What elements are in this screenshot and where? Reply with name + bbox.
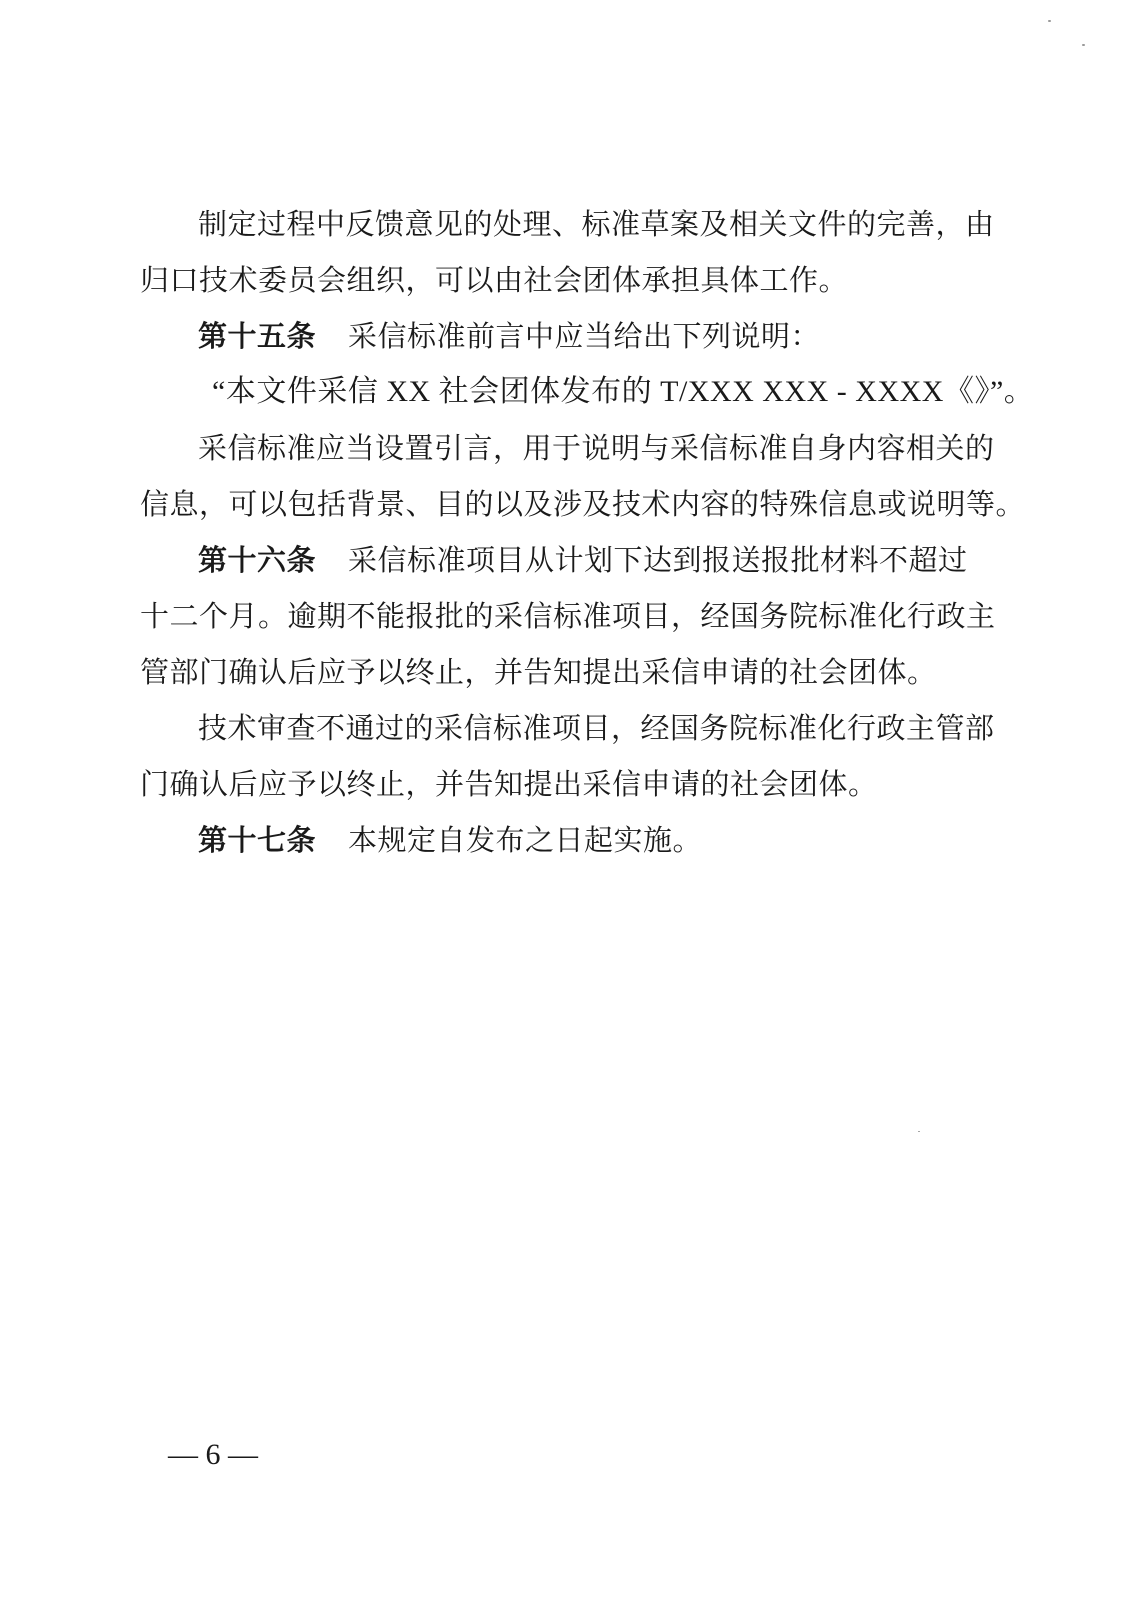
article-17 (140, 812, 990, 868)
text-line: 管部门确认后应予以终止，并告知提出采信申请的社会团体。 (140, 655, 937, 689)
paragraph-technical-review (140, 700, 995, 812)
scan-speck (1082, 44, 1085, 46)
quoted-statement (140, 364, 1035, 420)
text-line: “本文件采信 XX 社会团体发布的 T/XXX XXX - XXXX《》”。 (212, 375, 1035, 408)
article-text: 采信标准前言中应当给出下列说明： (348, 319, 821, 353)
article-15 (140, 308, 990, 364)
paragraph-continuation (140, 196, 995, 308)
text-line: 门确认后应予以终止，并告知提出采信申请的社会团体。 (140, 767, 878, 801)
text-line: 采信标准应当设置引言，用于说明与采信标准自身内容相关的 (198, 431, 995, 465)
text-line: 信息，可以包括背景、目的以及涉及技术内容的特殊信息或说明等。 (140, 487, 1026, 521)
scan-speck (918, 1131, 920, 1132)
text-line (140, 308, 990, 364)
article-heading: 第十五条 (198, 319, 317, 353)
text-line: 制定过程中反馈意见的处理、标准草案及相关文件的完善，由 (198, 207, 995, 241)
text-line: 十二个月。逾期不能报批的采信标准项目，经国务院标准化行政主 (140, 599, 996, 633)
scan-speck (1048, 20, 1051, 22)
text-line: 技术审查不通过的采信标准项目，经国务院标准化行政主管部 (198, 711, 995, 745)
article-text: 采信标准项目从计划下达到报送报批材料不超过 (348, 543, 968, 577)
article-text: 本规定自发布之日起实施。 (348, 823, 703, 857)
text-line: 归口技术委员会组织，可以由社会团体承担具体工作。 (140, 263, 849, 297)
article-heading: 第十六条 (198, 543, 317, 577)
body-text (140, 196, 1035, 868)
article-16 (140, 532, 996, 700)
text-line (140, 532, 990, 588)
page-number: — 6 — (168, 1438, 258, 1471)
text-line (140, 812, 990, 868)
article-heading: 第十七条 (198, 823, 317, 857)
paragraph-introduction (140, 420, 1026, 532)
